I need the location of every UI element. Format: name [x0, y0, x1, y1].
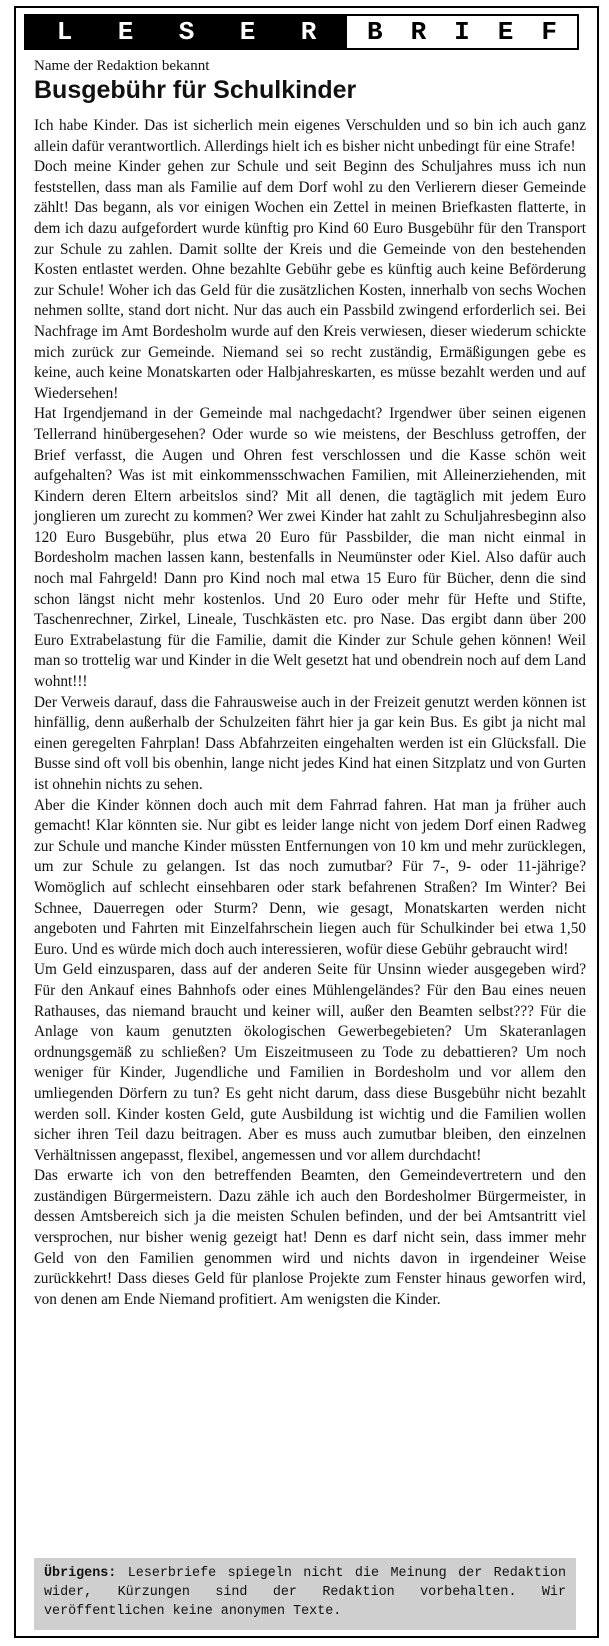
banner-letter: F	[541, 17, 557, 47]
banner-letter: E	[239, 17, 256, 47]
headline: Busgebühr für Schulkinder	[34, 76, 357, 104]
banner-letter: B	[366, 17, 383, 47]
leserbrief-banner	[24, 14, 579, 50]
paragraph: Ich habe Kinder. Das ist sicherlich mein eigenes Verschulden und so bin ich auch ganz allein dafür verantwortlich. Allerdings hielt ich es bisher nicht unbedingt für eine Strafe!	[34, 117, 586, 155]
author-note: Name der Redaktion bekannt	[34, 58, 210, 74]
paragraph: Hat Irgendjemand in der Gemeinde mal nachgedacht? Irgendwer über seinen eigenen Tellerrand hinübergesehen? Oder wurde so wie meistens, der Beschluss getroffen, der Brief verfasst, die Augen und Ohren fest verschlossen und die Kasse schön weit aufgehalten? Was ist mit einkommensschwachen Familien, mit Alleinerziehenden, mit Kindern deren Eltern arbeitslos sind? Mit all denen, die tagtäglich mit jedem Euro jonglieren um zurecht zu kommen? Wer zwei Kinder hat zahlt zu Schuljahresbeginn also 120 Euro Busgebühr, plus etwa 20 Euro für Passbilder, die man nicht einmal in Bordesholm machen lassen kann, bestenfalls in Neumünster oder Kiel. Also dafür auch noch mal Fahrgeld! Dann pro Kind noch mal etwa 15 Euro für Bücher, denn die sind schon längst nicht mehr kostenlos. Und 20 Euro oder mehr für Hefte und Stifte, Taschenrechner, Zirkel, Lineale, Tuschkästen etc. pro Nase. Das ergibt dann über 200 Euro Extrabelastung für die Familie, damit die Kinder zur Schule gehen können! Weil man so trottelig war und Kinder in die Welt gesetzt hat und obendrein noch auf dem Land wohnt!!!	[34, 405, 586, 691]
banner-right	[347, 16, 577, 48]
banner-letter: I	[454, 17, 470, 47]
banner-letter: E	[117, 17, 134, 47]
disclaimer-text: Leserbriefe spiegeln nicht die Meinung der Redaktion wider, Kürzungen sind der Redaktion vorbehalten. Wir veröffentlichen keine anonymen Texte.	[44, 1566, 566, 1619]
paragraph: Aber die Kinder können doch auch mit dem Fahrrad fahren. Hat man ja früher auch gemacht! Klar könnten sie. Nur gibt es leider lange nicht von jedem Dorf einen Radweg zur Schule und manche Kinder müssten Entfernungen von 10 km und mehr zurücklegen, um zur Schule zu gelangen. Ist das noch zumutbar? Für 7-, 9- oder 11-jährige? Womöglich auf schlecht einsehbaren oder stark befahrenen Straßen? Im Winter? Bei Schnee, Dauerregen oder Sturm? Denn, wie gesagt, Monatskarten werden nicht angeboten und Fahrten mit Einzelfahrschein liegen auch für Schulkinder bei etwa 1,50 Euro. Und es würde mich doch auch interessieren, wofür diese Gebühr gebraucht wird!	[34, 796, 586, 958]
disclaimer-label: Übrigens:	[44, 1566, 117, 1581]
disclaimer-box	[34, 1558, 576, 1630]
banner-letter: R	[410, 17, 427, 47]
banner-letter: E	[497, 17, 514, 47]
paragraph: Das erwarte ich von den betreffenden Beamten, den Gemeindevertretern und den zuständigen Bürgermeistern. Dazu zähle ich auch den Bordesholmer Bürgermeister, in dessen Amtsbereich sich ja die meisten Schulen befinden, und der bei Amtsantritt viel versprochen, nur bisher wenig gezeigt hat! Denn es darf nicht sein, dass immer mehr Geld von den Familien genommen wird und nichts davon in irgendeiner Weise zurückkehrt! Dass dieses Geld für planlose Projekte zum Fenster hinaus geworfen wird, von denen am Ende Niemand profitiert. Am wenigsten die Kinder.	[34, 1167, 586, 1308]
letter-body	[34, 116, 586, 1310]
banner-left	[26, 16, 347, 48]
paragraph: Doch meine Kinder gehen zur Schule und seit Beginn des Schuljahres muss ich nun feststellen, dass man als Familie auf dem Dorf wohl zu den Verlierern dieser Gemeinde zählt! Das begann, als vor einigen Wochen ein Zettel in meinen Briefkasten flatterte, in dem ich dazu aufgefordert wurde künftig pro Kind 60 Euro Busgebühr für den Transport zur Schule zu zahlen. Damit sollte der Kreis und die Gemeinde von den bestehenden Kosten entlastet werden. Ohne bezahlte Gebühr gebe es künftig auch keine Beförderung zur Schule! Woher ich das Geld für die zusätzlichen Kosten, innerhalb von sechs Wochen nehmen sollte, stand dort nicht. Nur das auch ein Passbild zwingend erforderlich sei. Bei Nachfrage im Amt Bordesholm wurde auf den Kreis verwiesen, dieser wiederum schickte mich zurück zur Gemeinde. Niemand sei so recht zuständig, Ermäßigungen gebe es keine, auch keine Monatskarten oder Halbjahreskarten, es müsse bezahlt werden und auf Wiedersehen!	[34, 158, 586, 402]
paragraph: Um Geld einzusparen, dass auf der anderen Seite für Unsinn wieder ausgegeben wird? Für den Ankauf eines Bahnhofs oder eines Mühlengeländes? Für den Bau eines neuen Rathauses, das niemand braucht und keiner will, außer den Beamten selbst??? Für die Anlage von kaum genutzten ökologischen Gewerbegebieten? Um Skateranlagen ordnungsgemäß zu schließen? Um Eiszeitmuseen zu Tode zu debattieren? Um noch weniger für Kinder, Jugendliche und Familien in Bordesholm und vor allem den umliegenden Dörfern zu tun? Es geht nicht darum, dass diese Busgebühr nicht bezahlt werden soll. Kinder kosten Geld, gute Ausbildung ist wichtig und die Familien wollen sicher ihren Teil dazu beitragen. Aber es muss auch zumutbar bleiben, den einzelnen Verhältnissen angepasst, flexibel, angemessen und vor allem durchdacht!	[34, 961, 586, 1164]
banner-letter: S	[178, 17, 195, 47]
letter-page	[14, 6, 599, 1638]
banner-letter: R	[300, 17, 317, 47]
paragraph: Der Verweis darauf, dass die Fahrausweise auch in der Freizeit genutzt werden können ist hinfällig, denn außerhalb der Schulzeiten fährt hier ja gar kein Bus. Es gibt ja nicht mal einen geregelten Fahrplan! Dass Abfahrzeiten eingehalten werden ist ein Glücksfall. Die Busse sind oft voll bis obenhin, lange nicht jedes Kind hat einen Sitzplatz und von Gurten ist ohnehin nichts zu sehen.	[34, 693, 586, 793]
banner-letter: L	[56, 17, 73, 47]
